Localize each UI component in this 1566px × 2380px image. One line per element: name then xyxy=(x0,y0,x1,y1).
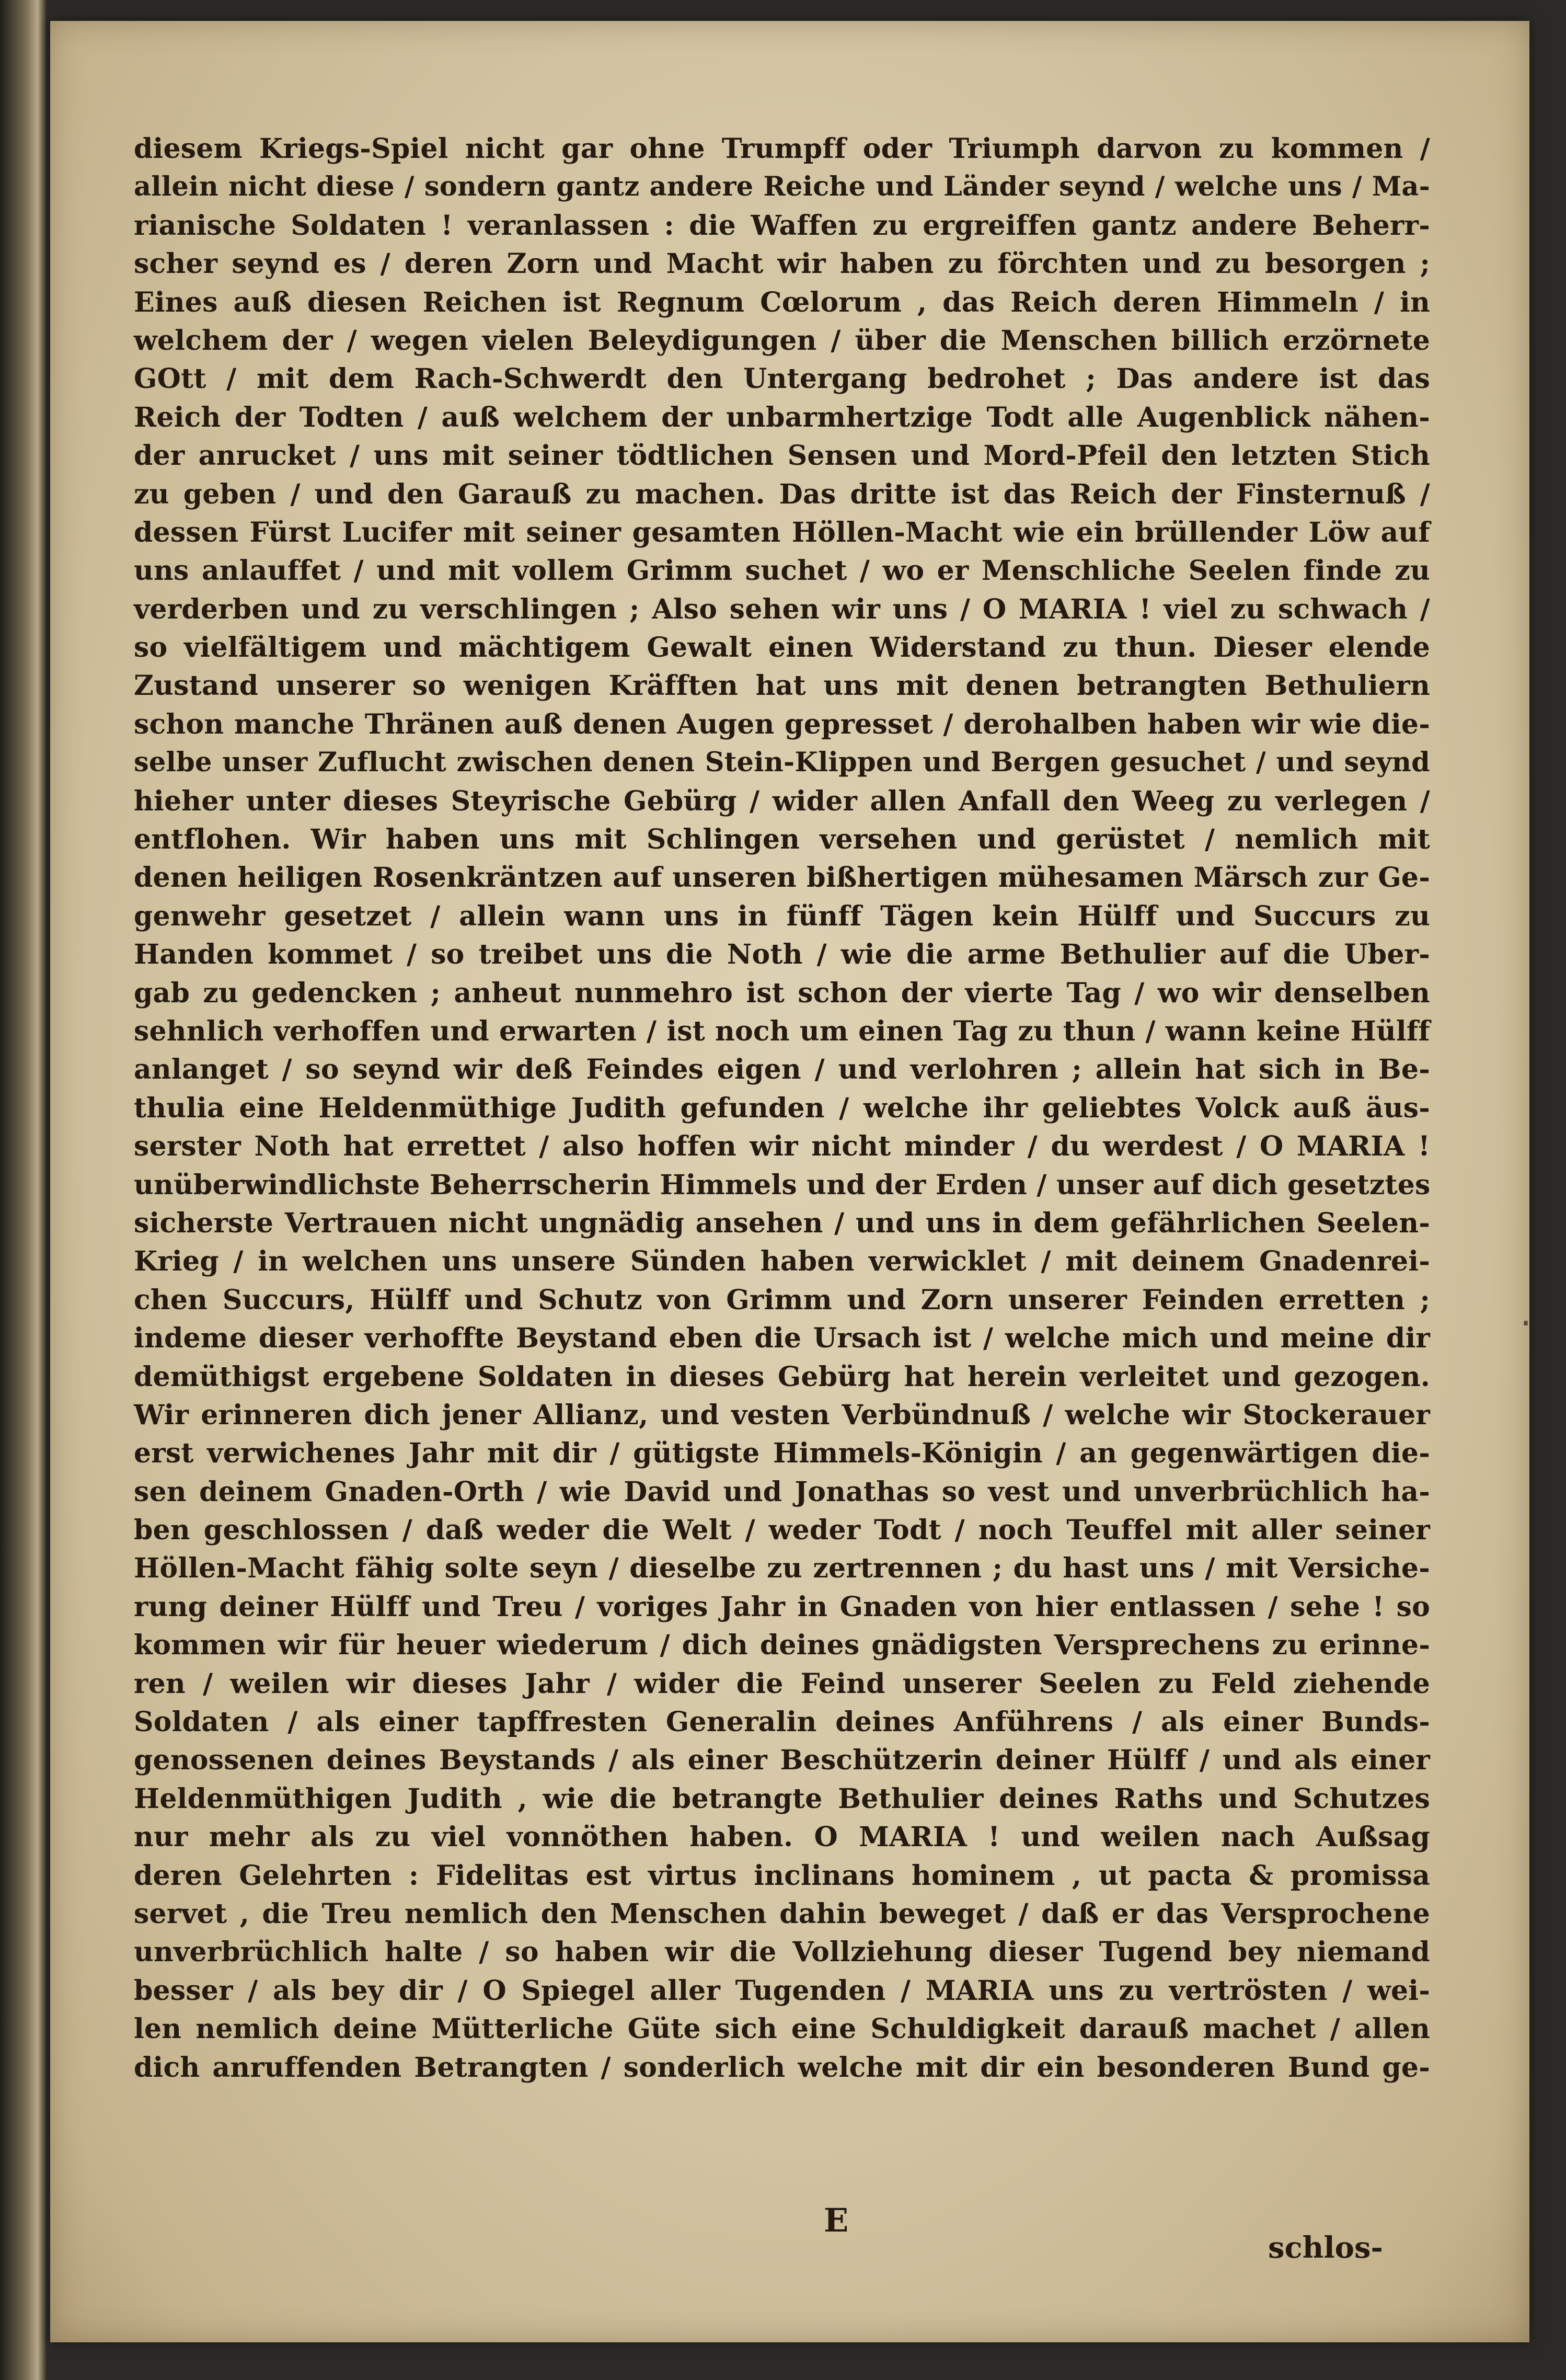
text-line: denen heiligen Rosenkräntzen auf unseren bißhertigen mühesamen Märsch zur Ge- xyxy=(134,862,1430,894)
text-line: schon manche Thränen auß denen Augen gepresset / derohalben haben wir wie die- xyxy=(134,708,1430,740)
text-line: gab zu gedencken ; anheut nunmehro ist schon der vierte Tag / wo wir denselben xyxy=(134,977,1430,1009)
text-line: genwehr gesetzet / allein wann uns in fünff Tägen kein Hülff und Succurs zu xyxy=(134,900,1430,932)
text-line: Heldenmüthigen Judith , wie die betrangte Bethulier deines Raths und Schutzes xyxy=(134,1782,1430,1815)
text-line: Wir erinneren dich jener Allianz, und vesten Verbündnuß / welche wir Stockerauer xyxy=(134,1399,1430,1431)
text-line: besser / als bey dir / O Spiegel aller Tugenden / MARIA uns zu vertrösten / wei- xyxy=(134,1974,1430,2007)
text-line: rianische Soldaten ! veranlassen : die Waffen zu ergreiffen gantz andere Beherr- xyxy=(134,209,1430,242)
text-line: dich anruffenden Betrangten / sonderlich welche mit dir ein besonderen Bund ge- xyxy=(134,2051,1430,2084)
text-line: welchem der / wegen vielen Beleydigungen / über die Menschen billich erzörnete xyxy=(134,324,1430,357)
text-line: zu geben / und den Garauß zu machen. Das dritte ist das Reich der Finsternuß / xyxy=(134,478,1430,510)
text-line: GOtt / mit dem Rach-Schwerdt den Untergang bedrohet ; Das andere ist das xyxy=(134,363,1430,395)
text-line: Handen kommet / so treibet uns die Noth / wie die arme Bethulier auf die Uber- xyxy=(134,939,1430,971)
text-line: kommen wir für heuer wiederum / dich deines gnädigsten Versprechens zu erinne- xyxy=(134,1629,1430,1662)
catchword: schlos- xyxy=(1268,2230,1383,2265)
text-line: anlanget / so seynd wir deß Feindes eigen / und verlohren ; allein hat sich in Be- xyxy=(134,1054,1430,1086)
text-line: Zustand unserer so wenigen Kräfften hat uns mit denen betrangten Bethuliern xyxy=(134,670,1430,702)
text-line: hieher unter dieses Steyrische Gebürg / wider allen Anfall den Weeg zu verlegen / xyxy=(134,785,1430,817)
text-line: thulia eine Heldenmüthige Judith gefunden / welche ihr geliebtes Volck auß äus- xyxy=(134,1092,1430,1124)
text-line: Höllen-Macht fähig solte seyn / dieselbe zu zertrennen ; du hast uns / mit Versiche- xyxy=(134,1552,1430,1585)
text-line: demüthigst ergebene Soldaten in dieses Gebürg hat herein verleitet und gezogen. xyxy=(134,1360,1430,1393)
text-line: sicherste Vertrauen nicht ungnädig ansehen / und uns in dem gefährlichen Seelen- xyxy=(134,1207,1430,1239)
text-line: selbe unser Zuflucht zwischen denen Stein-Klippen und Bergen gesuchet / und seynd xyxy=(134,747,1430,779)
text-line: servet , die Treu nemlich den Menschen dahin beweget / daß er das Versprochene xyxy=(134,1897,1430,1930)
previous-page-edge xyxy=(0,0,47,2380)
text-line: rung deiner Hülff und Treu / voriges Jahr in Gnaden von hier entlassen / sehe ! so xyxy=(134,1591,1430,1623)
signature-mark: E xyxy=(824,2201,849,2239)
text-line: scher seynd es / deren Zorn und Macht wir haben zu förchten und zu besorgen ; xyxy=(134,248,1430,280)
body-text xyxy=(134,130,1430,2087)
text-line: der anrucket / uns mit seiner tödtlichen Sensen und Mord-Pfeil den letzten Stich xyxy=(134,440,1430,472)
margin-mark: . xyxy=(1520,1291,1532,1334)
text-line: len nemlich deine Mütterliche Güte sich eine Schuldigkeit darauß machet / allen xyxy=(134,2013,1430,2045)
text-line: ren / weilen wir dieses Jahr / wider die Feind unserer Seelen zu Feld ziehende xyxy=(134,1667,1430,1700)
text-line: uns anlauffet / und mit vollem Grimm suchet / wo er Menschliche Seelen finde zu xyxy=(134,555,1430,587)
text-line: nur mehr als zu viel vonnöthen haben. O MARIA ! und weilen nach Außsag xyxy=(134,1821,1430,1853)
text-line: unüberwindlichste Beherrscherin Himmels und der Erden / unser auf dich gesetztes xyxy=(134,1169,1431,1201)
text-line: unverbrüchlich halte / so haben wir die Vollziehung dieser Tugend bey niemand xyxy=(134,1936,1430,1969)
text-line: sehnlich verhoffen und erwarten / ist noch um einen Tag zu thun / wann keine Hülff xyxy=(134,1015,1430,1047)
text-line: Reich der Todten / auß welchem der unbarmhertzige Todt alle Augenblick nähen- xyxy=(134,401,1430,433)
text-line: dessen Fürst Lucifer mit seiner gesamten Höllen-Macht wie ein brüllender Löw auf xyxy=(134,516,1430,548)
text-line: deren Gelehrten : Fidelitas est virtus inclinans hominem , ut pacta & promissa xyxy=(134,1859,1430,1892)
text-line: verderben und zu verschlingen ; Also sehen wir uns / O MARIA ! viel zu schwach / xyxy=(134,593,1430,625)
text-line: serster Noth hat errettet / also hoffen wir nicht minder / du werdest / O MARIA ! xyxy=(134,1130,1430,1163)
text-line: erst verwichenes Jahr mit dir / gütigste Himmels-Königin / an gegenwärtigen die- xyxy=(134,1437,1430,1470)
text-line: allein nicht diese / sondern gantz andere Reiche und Länder seynd / welche uns / Ma- xyxy=(134,171,1430,203)
text-line: Krieg / in welchen uns unsere Sünden haben verwicklet / mit deinem Gnadenrei- xyxy=(134,1245,1430,1278)
text-line: indeme dieser verhoffte Beystand eben die Ursach ist / welche mich und meine dir xyxy=(134,1322,1430,1355)
text-line: Soldaten / als einer tapffresten Generalin deines Anführens / als einer Bunds- xyxy=(134,1706,1430,1738)
text-line: so vielfältigem und mächtigem Gewalt einen Widerstand zu thun. Dieser elende xyxy=(134,632,1430,664)
text-line: ben geschlossen / daß weder die Welt / weder Todt / noch Teuffel mit aller seiner xyxy=(134,1514,1430,1547)
text-line: entflohen. Wir haben uns mit Schlingen versehen und gerüstet / nemlich mit xyxy=(134,823,1430,856)
text-line: Eines auß diesen Reichen ist Regnum Cœlorum , das Reich deren Himmeln / in xyxy=(134,286,1430,318)
text-line: diesem Kriegs-Spiel nicht gar ohne Trumpff oder Triumph darvon zu kommen / xyxy=(134,133,1430,165)
text-line: chen Succurs, Hülff und Schutz von Grimm und Zorn unserer Feinden erretten ; xyxy=(134,1284,1430,1316)
book-page xyxy=(50,21,1532,2342)
text-line: sen deinem Gnaden-Orth / wie David und Jonathas so vest und unverbrüchlich ha- xyxy=(134,1475,1430,1508)
text-line: genossenen deines Beystands / als einer Beschützerin deiner Hülff / und als einer xyxy=(134,1744,1430,1777)
